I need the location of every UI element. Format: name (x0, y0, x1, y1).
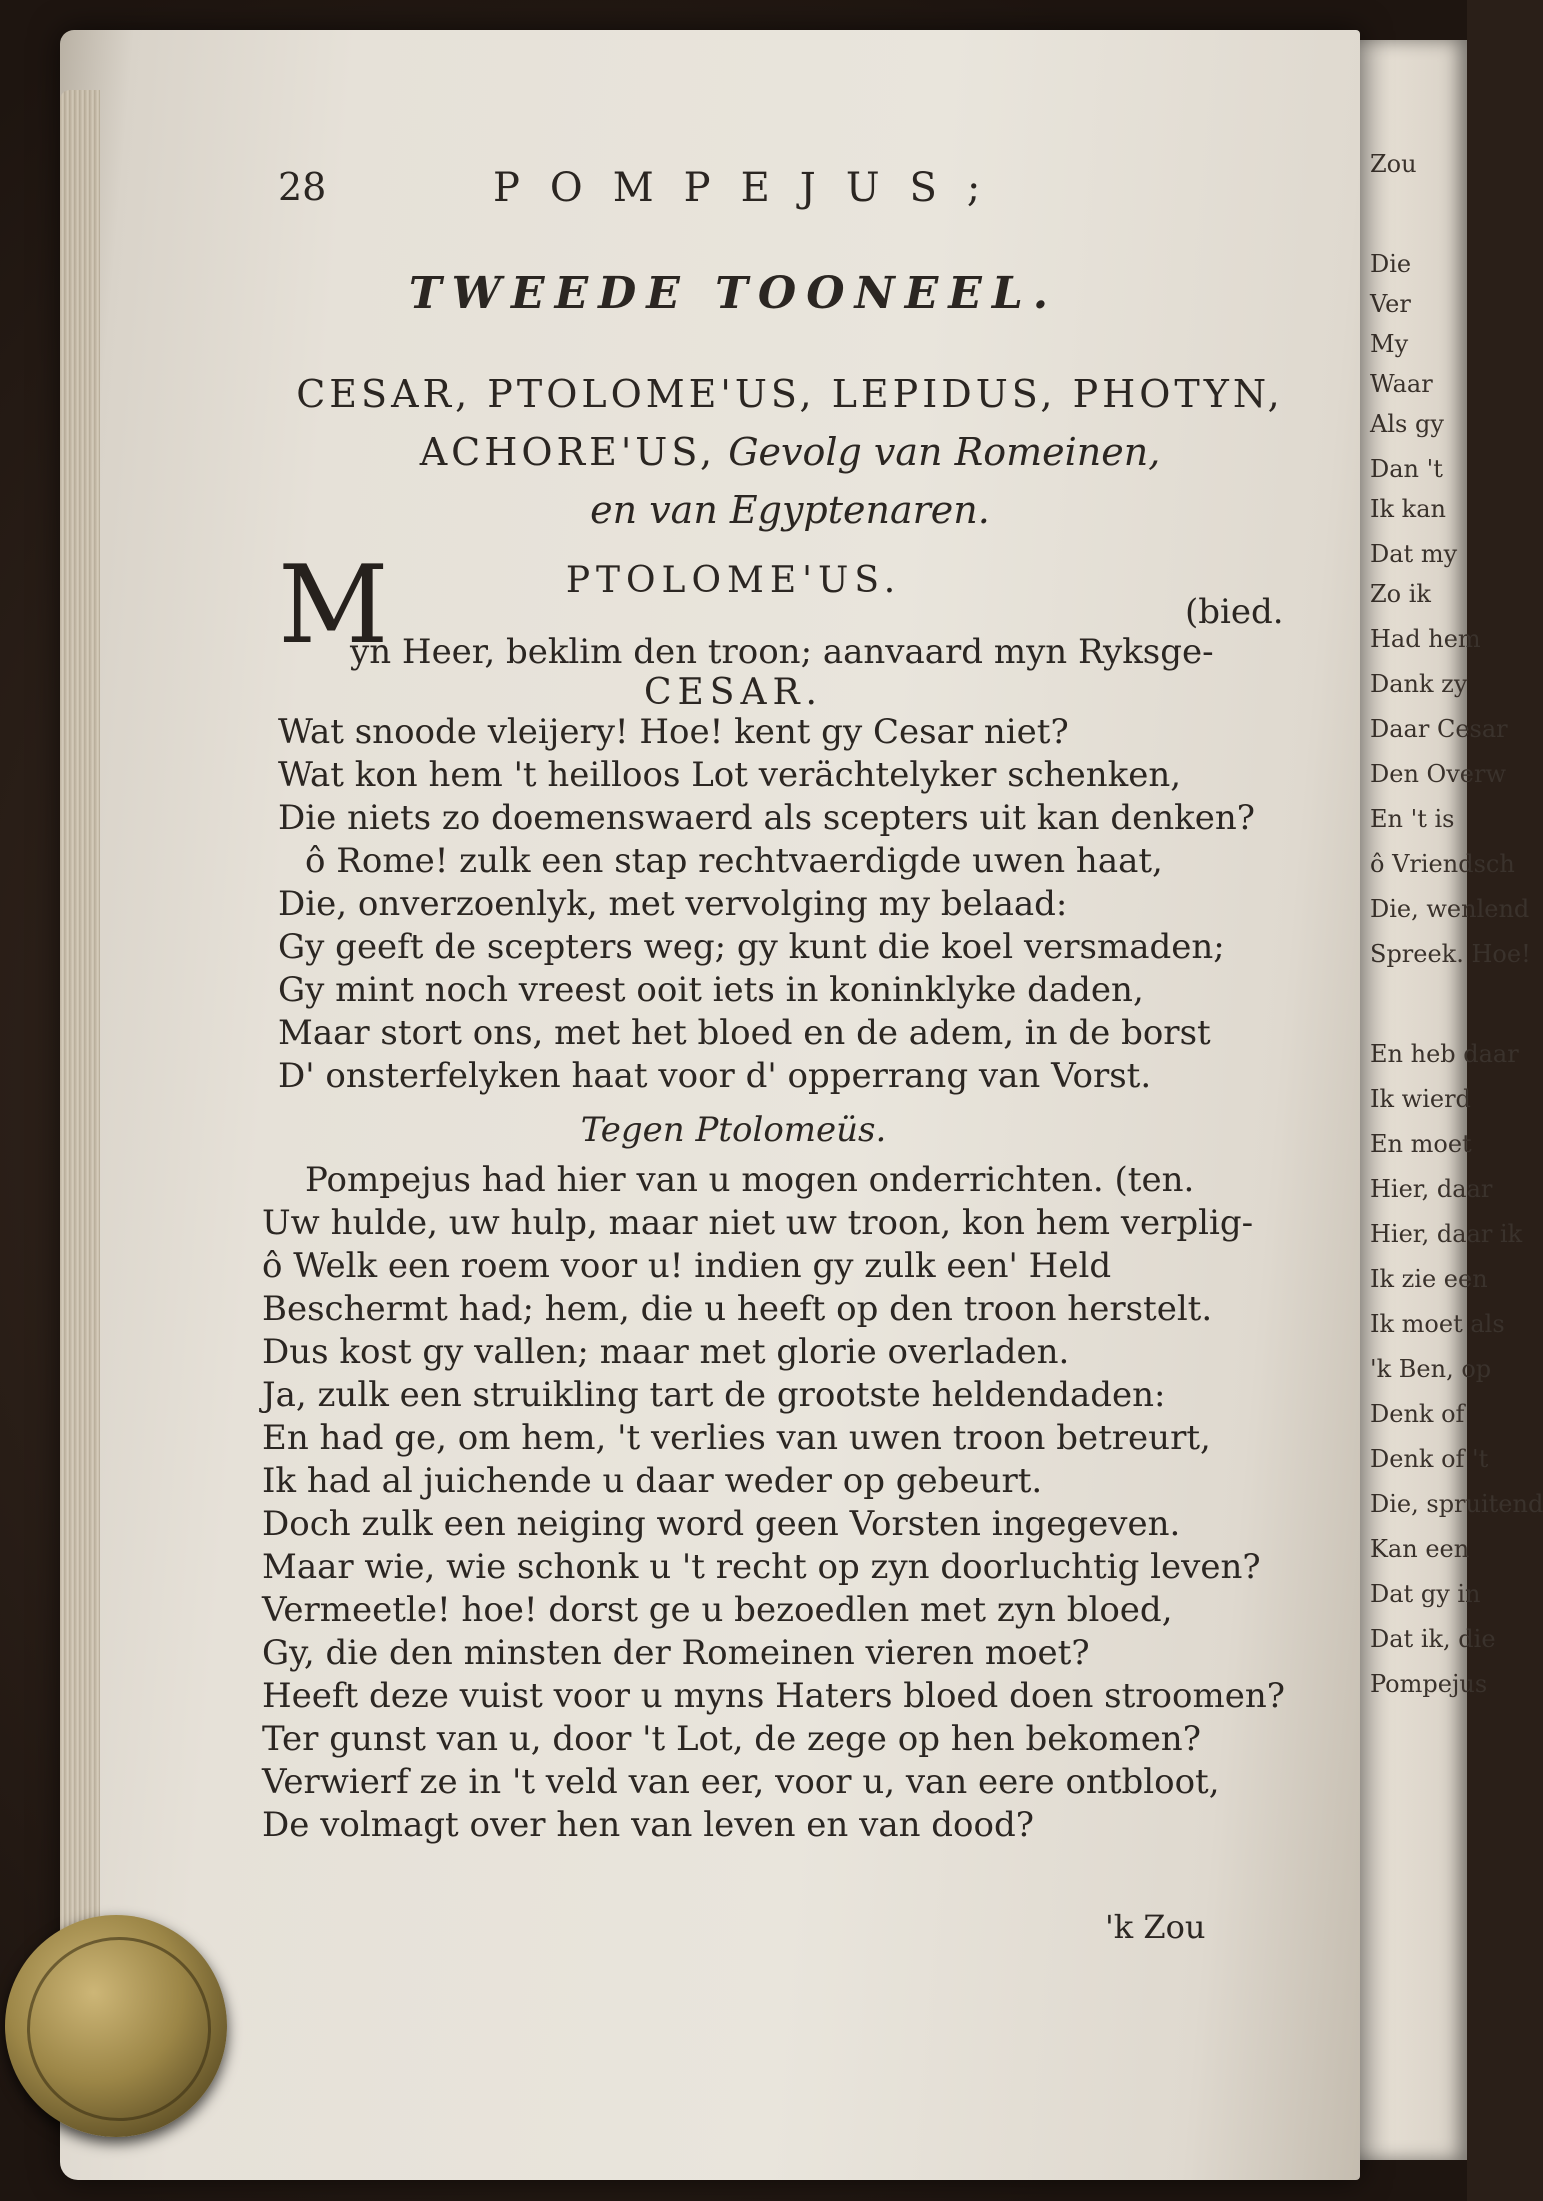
coin (5, 1915, 227, 2137)
verse-line: Heeft deze vuist voor u myns Haters bloed doen stroomen? (262, 1676, 1285, 1716)
verse-line: De volmagt over hen van leven en van dood? (262, 1805, 1034, 1845)
verse-line: Beschermt had; hem, die u heeft op den troon herstelt. (262, 1289, 1213, 1329)
verse-line: yn Heer, beklim den troon; aanvaard myn Ryksge- (350, 632, 1214, 672)
next-page-line: Ik zie een (1370, 1265, 1488, 1293)
next-page-line: Pompejus (1370, 1670, 1488, 1698)
next-page-line: Denk of 't (1370, 1445, 1489, 1473)
verse-line: En had ge, om hem, 't verlies van uwen troon betreurt, (262, 1418, 1211, 1458)
next-page-line: Spreek. Hoe! (1370, 940, 1531, 968)
speaker-name: PTOLOME'US. (565, 560, 902, 601)
cast-line: en van Egyptenaren. (590, 488, 990, 532)
verse-line: Ter gunst van u, door 't Lot, de zege op hen bekomen? (262, 1719, 1201, 1759)
page-edge-stack (60, 90, 100, 2120)
cast-line (240, 423, 1340, 481)
next-page-line: Ik wierd (1370, 1085, 1471, 1113)
cast-name: ACHORE'US, (419, 430, 717, 474)
verse-line: Maar stort ons, met het bloed en de adem, in de borst (278, 1013, 1211, 1053)
running-title: POMPEJUS; (493, 165, 1011, 211)
verse-line: Ja, zulk een struikling tart de grootste heldendaden: (262, 1375, 1166, 1415)
verse-line: Wat snoode vleijery! Hoe! kent gy Cesar niet? (278, 712, 1069, 752)
next-page-line: 'k Ben, op (1370, 1355, 1492, 1383)
verse-line: Ik had al juichende u daar weder op gebeurt. (262, 1461, 1043, 1501)
next-page-line: Den Overw (1370, 760, 1506, 788)
verse-line: Gy mint noch vreest ooit iets in koninklyke daden, (278, 970, 1144, 1010)
verse-overflow: (bied. (1185, 592, 1284, 632)
verse-line: ô Welk een roem voor u! indien gy zulk een' Held (262, 1246, 1112, 1286)
next-page-line: Ik kan (1370, 495, 1446, 523)
cast-retinue: Gevolg van Romeinen, (728, 430, 1161, 474)
verse-line: Die niets zo doemenswaerd als scepters uit kan denken? (278, 798, 1255, 838)
next-page-line: Ver (1370, 290, 1411, 318)
verse-line: Doch zulk een neiging word geen Vorsten ingegeven. (262, 1504, 1181, 1544)
next-page-line: En 't is (1370, 805, 1455, 833)
next-page-line: Dat my (1370, 540, 1458, 568)
next-page-line: Dat ik, die (1370, 1625, 1496, 1653)
stage-direction: Tegen Ptolomeüs. (580, 1110, 887, 1150)
verse-line: Die, onverzoenlyk, met vervolging my belaad: (278, 884, 1068, 924)
next-page-line: Hier, daar ik (1370, 1220, 1523, 1248)
next-page-line: Daar Cesar (1370, 715, 1508, 743)
next-page-line: Zo ik (1370, 580, 1431, 608)
next-page-line: Dan 't (1370, 455, 1443, 483)
coin-rim (27, 1937, 211, 2121)
catchword: 'k Zou (1105, 1908, 1206, 1946)
next-page-line: Waar (1370, 370, 1433, 398)
verse-line: ô Rome! zulk een stap rechtvaerdigde uwen haat, (305, 841, 1163, 881)
verse-line: Vermeetle! hoe! dorst ge u bezoedlen met zyn bloed, (262, 1590, 1173, 1630)
verse-line: Uw hulde, uw hulp, maar niet uw troon, kon hem verplig- (262, 1203, 1254, 1243)
next-page-line: ô Vriendsch (1370, 850, 1515, 878)
next-page-line: En moet (1370, 1130, 1472, 1158)
next-page-line: Dank zy (1370, 670, 1468, 698)
next-page-line: En heb daar (1370, 1040, 1519, 1068)
verse-line: Gy geeft de scepters weg; gy kunt die koel versmaden; (278, 927, 1225, 967)
next-page-line: Zou (1370, 150, 1417, 178)
next-page-line: Die, wenlend (1370, 895, 1530, 923)
next-page-line: Kan een (1370, 1535, 1470, 1563)
verse-line: Wat kon hem 't heilloos Lot verächtelyker schenken, (278, 755, 1182, 795)
verse-line: Maar wie, wie schonk u 't recht op zyn doorluchtig leven? (262, 1547, 1261, 1587)
book-page (60, 30, 1360, 2180)
next-page-line: Die (1370, 250, 1412, 278)
next-page-line: Denk of (1370, 1400, 1465, 1428)
speaker-name: CESAR. (643, 672, 824, 713)
running-header (278, 165, 1208, 225)
verse-line: Pompejus had hier van u mogen onderrichten. (ten. (305, 1160, 1195, 1200)
verse-line: Verwierf ze in 't veld van eer, voor u, van eere ontbloot, (262, 1762, 1220, 1802)
verse-line: Dus kost gy vallen; maar met glorie overladen. (262, 1332, 1070, 1372)
cast-line: CESAR, PTOLOME'US, LEPIDUS, PHOTYN, (296, 372, 1284, 416)
verse-line: D' onsterfelyken haat voor d' opperrang van Vorst. (278, 1056, 1152, 1096)
next-page-line: Had hem (1370, 625, 1481, 653)
drop-cap: M (278, 543, 389, 668)
verse-line: Gy, die den minsten der Romeinen vieren moet? (262, 1633, 1090, 1673)
next-page-line: Ik moet als (1370, 1310, 1505, 1338)
next-page-line: Dat gy in (1370, 1580, 1481, 1608)
next-page-line: Die, spruitend (1370, 1490, 1543, 1518)
next-page-line: Hier, daar (1370, 1175, 1493, 1203)
cast-list (240, 365, 1340, 539)
next-page-line: My (1370, 330, 1409, 358)
page-number: 28 (278, 165, 327, 209)
next-page-line: Als gy (1370, 410, 1444, 438)
scene-title: TWEEDE TOONEEL. (408, 268, 1059, 319)
